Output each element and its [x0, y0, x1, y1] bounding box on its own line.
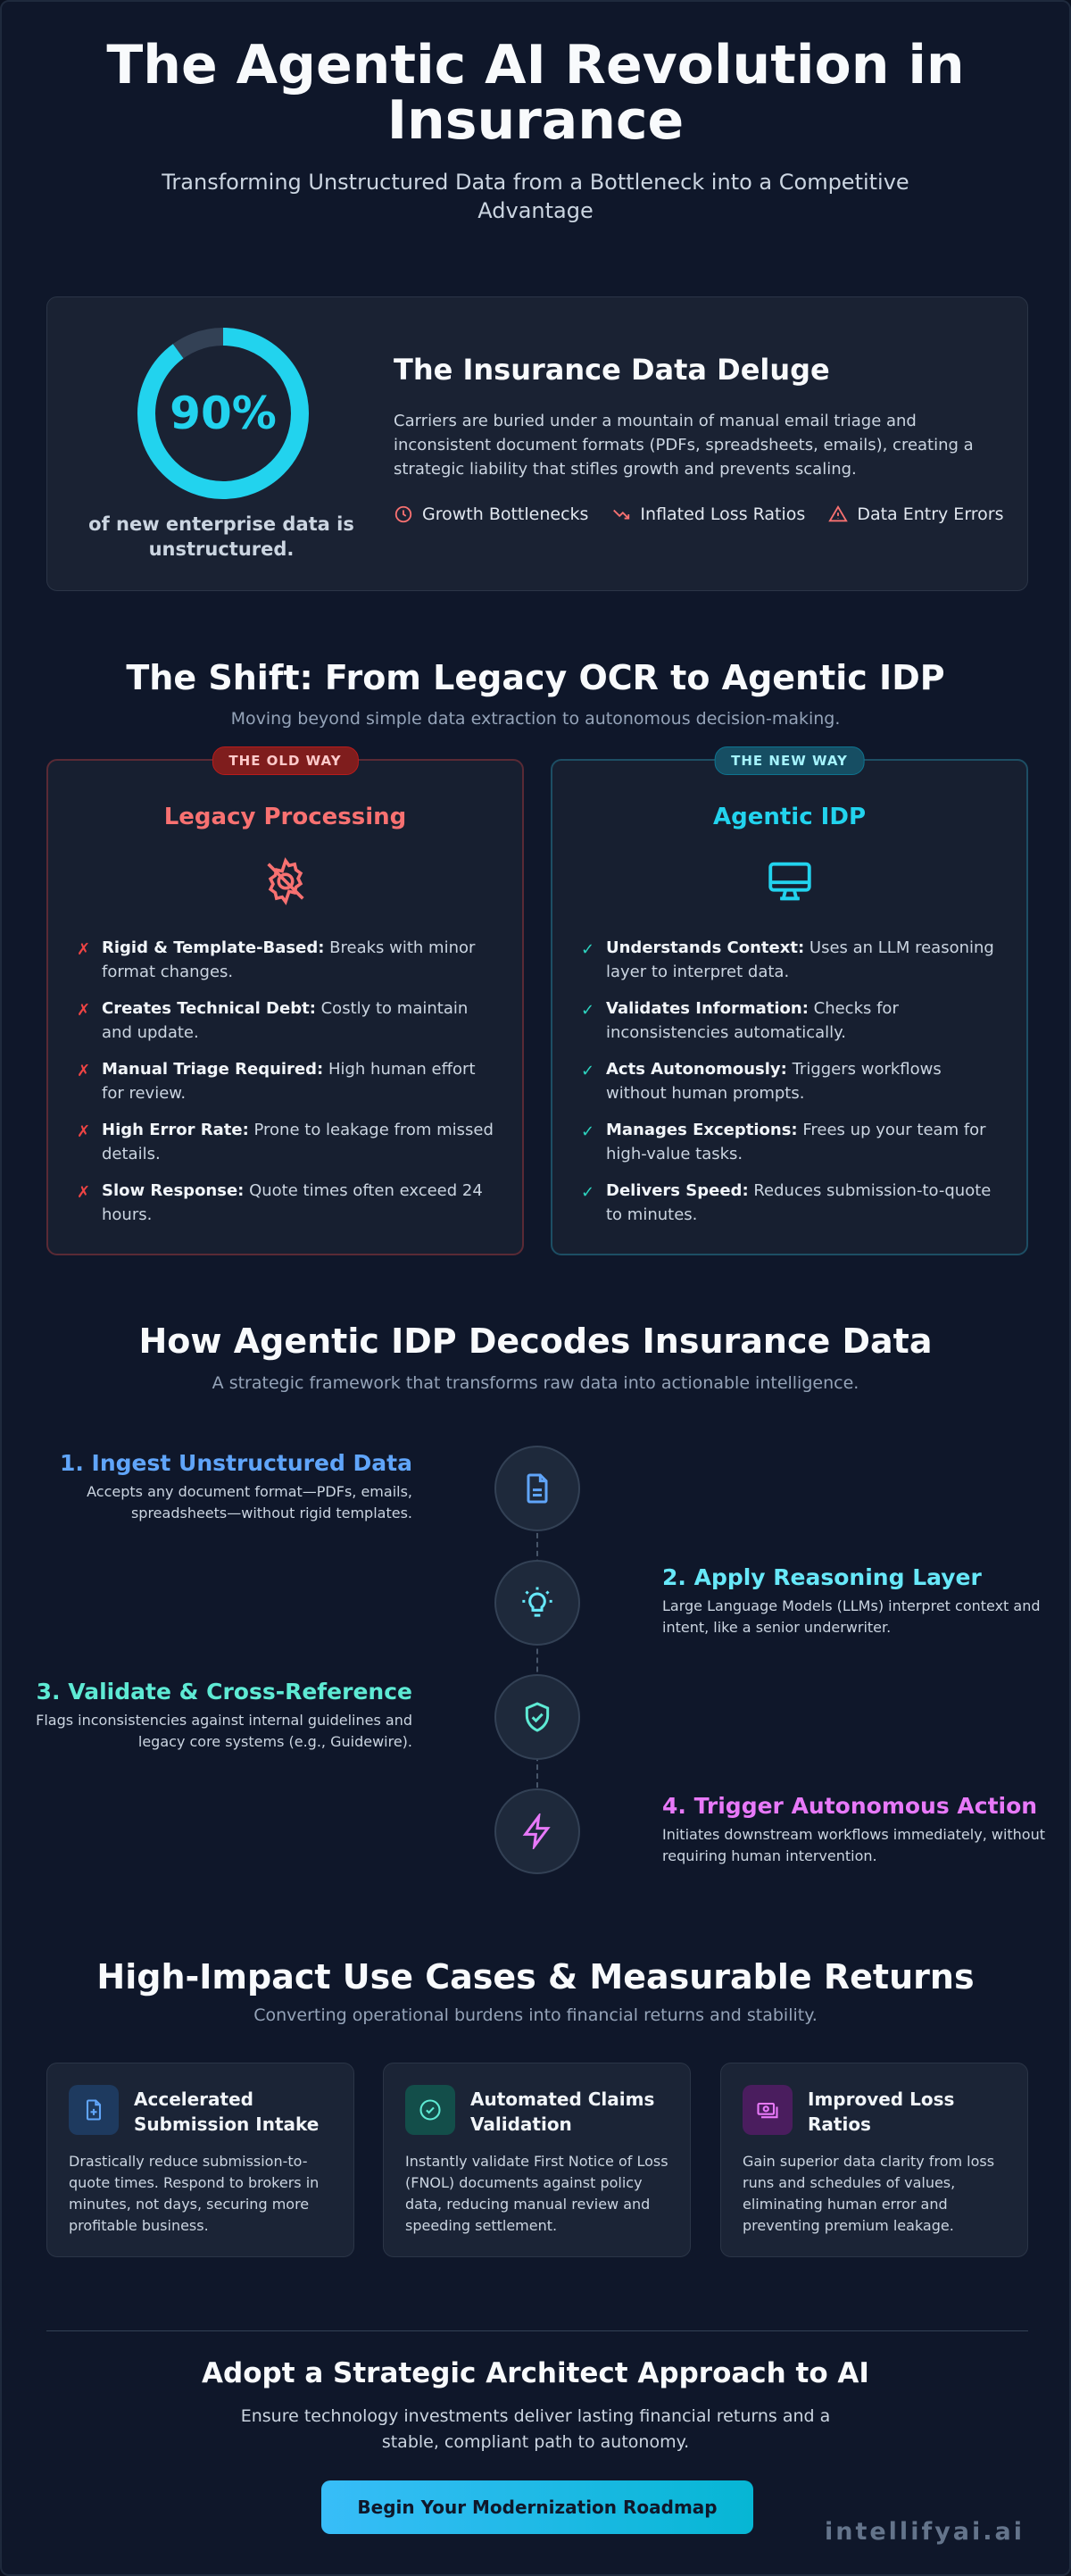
list-item — [75, 1057, 499, 1105]
item-text: Triggers workflows without human prompts. — [606, 1060, 942, 1103]
item-heading: Rigid & Template-Based: — [102, 938, 325, 957]
deluge-description: Carriers are buried under a mountain of manual email triage and inconsistent document formats (PDFs, spreadsheets, emails), creating a strategic liability that stifles growth and prevents scaling. — [394, 412, 974, 479]
trending-down-icon — [611, 504, 631, 524]
item-heading: Acts Autonomously: — [606, 1060, 787, 1079]
impact-item — [828, 504, 1003, 524]
step-text: Flags inconsistencies against internal guidelines and legacy core systems (e.g., Guidewire). — [36, 1712, 412, 1750]
old-way-badge: THE OLD WAY — [212, 746, 358, 775]
list-item — [579, 1179, 1003, 1227]
cta-subtitle: Ensure technology investments deliver lasting financial returns and a stable, compliant path to autonomy. — [240, 2406, 831, 2452]
item-text: Reduces submission-to-quote to minutes. — [606, 1181, 992, 1224]
list-item — [75, 1179, 499, 1227]
item-text: Frees up your team for high-value tasks. — [606, 1121, 986, 1163]
use-case-text: Drastically reduce submission-to-quote times. Respond to brokers in minutes, not days, securing more profitable business. — [69, 2153, 320, 2234]
check-icon: ✓ — [581, 1122, 595, 1141]
check-circle-icon — [418, 2097, 443, 2122]
section-divider — [46, 2330, 1028, 2331]
impact-item — [394, 504, 588, 524]
list-item — [579, 936, 1003, 984]
use-cases-title: High-Impact Use Cases & Measurable Returns — [96, 1957, 975, 1997]
check-icon: ✓ — [581, 940, 595, 959]
list-item — [75, 996, 499, 1045]
cross-icon: ✗ — [77, 1122, 91, 1141]
use-case-title: Automated Claims Validation — [470, 2088, 655, 2135]
list-item — [579, 1118, 1003, 1166]
step-title: 3. Validate & Cross-Reference — [36, 1679, 412, 1705]
money-icon — [755, 2097, 780, 2122]
new-way-badge: THE NEW WAY — [714, 746, 865, 775]
item-text: Costly to maintain and update. — [102, 999, 469, 1042]
impact-list — [394, 504, 1004, 524]
impact-item — [611, 504, 805, 524]
cross-icon: ✗ — [77, 1062, 91, 1080]
step-node-1 — [494, 1446, 580, 1531]
list-item — [75, 1118, 499, 1166]
modernization-roadmap-button[interactable]: Begin Your Modernization Roadmap — [321, 2480, 753, 2534]
list-item — [579, 1057, 1003, 1105]
framework-subtitle: A strategic framework that transforms raw data into actionable intelligence. — [212, 1373, 859, 1393]
data-deluge-card — [46, 296, 1028, 591]
item-text: Checks for inconsistencies automatically. — [606, 999, 899, 1042]
step-node-3 — [494, 1674, 580, 1760]
agentic-title: Agentic IDP — [713, 804, 866, 830]
timeline-connector — [536, 1488, 538, 1832]
agentic-card — [551, 753, 1028, 1255]
deluge-title: The Insurance Data Deluge — [394, 353, 830, 387]
item-text: Prone to leakage from missed details. — [102, 1121, 494, 1163]
cta-title: Adopt a Strategic Architect Approach to AI — [202, 2357, 869, 2389]
step-text: Accepts any document format—PDFs, emails, spreadsheets—without rigid templates. — [87, 1483, 412, 1521]
item-text: Uses an LLM reasoning layer to interpret data. — [606, 938, 994, 981]
legacy-title: Legacy Processing — [163, 804, 407, 830]
stat-caption: of new enterprise data is unstructured. — [88, 513, 354, 560]
use-case-card — [46, 2063, 354, 2257]
item-text: Breaks with minor format changes. — [102, 938, 476, 981]
page-subtitle: Transforming Unstructured Data from a Bottleneck into a Competitive Advantage — [162, 170, 909, 223]
page-title: The Agentic AI Revolution in Insurance — [106, 34, 965, 152]
framework-title: How Agentic IDP Decodes Insurance Data — [138, 1321, 933, 1361]
check-icon: ✓ — [581, 1001, 595, 1020]
item-heading: Creates Technical Debt: — [102, 999, 316, 1018]
document-icon — [519, 1471, 555, 1506]
item-heading: Understands Context: — [606, 938, 805, 957]
legacy-list — [75, 936, 499, 1239]
item-heading: High Error Rate: — [102, 1121, 249, 1139]
use-case-title: Improved Loss Ratios — [808, 2088, 955, 2135]
use-case-text: Gain superior data clarity from loss runs and schedules of values, eliminating human error and preventing premium leakage. — [743, 2153, 995, 2234]
use-cases-subtitle: Converting operational burdens into financial returns and stability. — [253, 2005, 818, 2025]
cta-subtitle-wrap — [2, 2404, 1069, 2455]
shift-title: The Shift: From Legacy OCR to Agentic IDP — [126, 658, 945, 697]
impact-label: Growth Bottlenecks — [422, 504, 589, 524]
use-case-card — [383, 2063, 691, 2257]
step-4 — [662, 1793, 1046, 1867]
file-plus-icon — [81, 2097, 106, 2122]
lightbulb-icon — [519, 1585, 555, 1621]
step-text: Initiates downstream workflows immediately, without requiring human intervention. — [662, 1826, 1046, 1864]
step-node-4 — [494, 1788, 580, 1874]
shift-subtitle: Moving beyond simple data extraction to autonomous decision-making. — [230, 709, 841, 729]
check-icon: ✓ — [581, 1183, 595, 1202]
use-case-text: Instantly validate First Notice of Loss (FNOL) documents against policy data, reducing manual review and speeding settlement. — [405, 2153, 668, 2234]
impact-label: Data Entry Errors — [857, 504, 1004, 524]
list-item — [579, 996, 1003, 1045]
step-2 — [662, 1564, 1046, 1638]
impact-label: Inflated Loss Ratios — [640, 504, 806, 524]
use-case-title: Accelerated Submission Intake — [134, 2088, 320, 2135]
item-heading: Validates Information: — [606, 999, 809, 1018]
stat-ring — [134, 324, 312, 503]
check-icon: ✓ — [581, 1062, 595, 1080]
use-case-card — [720, 2063, 1028, 2257]
step-text: Large Language Models (LLMs) interpret context and intent, like a senior underwriter. — [662, 1597, 1041, 1636]
list-item — [75, 936, 499, 984]
step-node-2 — [494, 1560, 580, 1646]
use-case-icon-wrap — [743, 2085, 793, 2135]
step-3 — [29, 1679, 412, 1753]
warning-triangle-icon — [828, 504, 848, 524]
legacy-card — [46, 753, 524, 1255]
use-case-icon-wrap — [69, 2085, 119, 2135]
item-text: Quote times often exceed 24 hours. — [102, 1181, 483, 1224]
stat-value: 90% — [170, 388, 277, 439]
clock-icon — [394, 504, 413, 524]
cross-icon: ✗ — [77, 1183, 91, 1202]
item-text: High human effort for review. — [102, 1060, 476, 1103]
broken-gear-icon — [260, 855, 311, 907]
item-heading: Delivers Speed: — [606, 1181, 749, 1200]
step-title: 4. Trigger Autonomous Action — [662, 1793, 1038, 1819]
brand-logo-text: intellifyai.ai — [824, 2518, 1025, 2546]
step-title: 1. Ingest Unstructured Data — [59, 1450, 412, 1476]
monitor-icon — [764, 855, 816, 907]
use-case-icon-wrap — [405, 2085, 455, 2135]
cross-icon: ✗ — [77, 1001, 91, 1020]
step-title: 2. Apply Reasoning Layer — [662, 1564, 982, 1590]
item-heading: Manual Triage Required: — [102, 1060, 324, 1079]
item-heading: Manages Exceptions: — [606, 1121, 798, 1139]
agentic-list — [579, 936, 1003, 1239]
cross-icon: ✗ — [77, 940, 91, 959]
step-1 — [29, 1450, 412, 1524]
item-heading: Slow Response: — [102, 1181, 245, 1200]
hero — [2, 34, 1069, 225]
lightning-icon — [519, 1813, 555, 1849]
shield-check-icon — [519, 1699, 555, 1735]
